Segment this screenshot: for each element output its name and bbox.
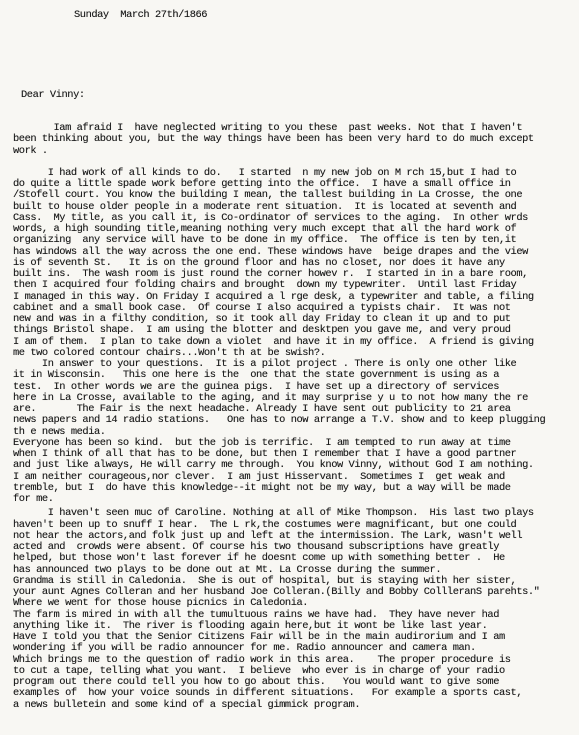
- text-line: work .: [13, 144, 48, 157]
- text-line: to cut a tape, telling what you want. I believe who ever is in charge of your radio: [13, 664, 505, 677]
- text-line: here in La Crosse, available to the aging, and it may surprise y u to not how many the re: [13, 391, 528, 404]
- letter-dateline: Sunday March 27th/1866: [74, 9, 208, 21]
- text-line: I am neither courageous,nor clever. I am just Hisservant. Sometimes I get weak and: [13, 470, 505, 483]
- text-line: then I acquired four folding chairs and brought down my typewriter. Until last Friday: [13, 279, 517, 292]
- text-line: when I think of all that has to be done, but then I remember that I have a good partner: [13, 448, 517, 460]
- text-line: I am of them. I plan to take down a violet and have it in my office. A friend is giving: [13, 335, 534, 348]
- text-line: I managed in this way. On Friday I acquired a l rge desk, a typewriter and table, a filing: [13, 290, 534, 303]
- text-line: been thinking about you, but the way things have been has been very hard to do much except: [13, 133, 534, 146]
- text-line: The farm is mired in with all the tumultuous rains we have had. They have never had: [13, 608, 499, 621]
- text-line: helped, but those won't last forever if he doesnt come up with something better . He: [13, 552, 505, 565]
- text-line: In answer to your questions. It is a pilot project . There is only one other like: [13, 358, 517, 370]
- text-line: is of seventh St. It is on the ground floor and has no closet, nor does it have any: [13, 256, 505, 269]
- text-line: test. In other words we are the guinea pigs. I have set up a directory of services: [13, 380, 499, 393]
- text-line: news papers and 14 radio stations. One has to now arrange a T.V. show and to keep plugging: [13, 414, 546, 427]
- text-line: built ins. The wash room is just round the corner howev r. I started in in a bare room,: [13, 268, 528, 280]
- text-line: acted and crowds were absent. Of course his two thousand subscriptions have greatly: [13, 541, 499, 553]
- text-line: tremble, but I do have this knowledge--it might not be my way, but a way will be made: [13, 481, 511, 494]
- text-line: Grandma is still in Caledonia. She is out of hospital, but is staying with her sister,: [13, 574, 517, 587]
- text-line: cabinet and a small book case. Of course I also acquired a typists chair. It was not: [13, 301, 511, 314]
- text-line: your aunt Agnes Colleran and her husband Joe Colleran.(Billy and Bobby CollleranS parehts.": [13, 586, 540, 598]
- paragraph-questions: [13, 359, 573, 438]
- text-line: Have I told you that the Senior Citizens Fair will be in the main audirorium and I am: [13, 631, 505, 643]
- text-line: I had work of all kinds to do. I started n my new job on M rch 15,but I had to: [13, 166, 517, 179]
- letter-body: [13, 123, 573, 711]
- text-line: not hear the actors,and folk just up and left at the intermission. The Lark, wasn't well: [13, 529, 523, 542]
- text-line: for me.: [13, 493, 54, 505]
- paragraph-intro: [13, 123, 573, 157]
- text-line: Everyone has been so kind. but the job is terrific. I am tempted to run away at time: [13, 436, 511, 449]
- text-line: Which brings me to the question of radio work in this area. The proper procedure is: [13, 653, 511, 666]
- text-line: organizing any service will have to be done in my office. The office is ten by ten,it: [13, 234, 517, 247]
- text-line: it in Wisconsin. This one here is the one that the state government is using as a: [13, 369, 499, 382]
- text-line: things Bristol shape. I am using the blotter and desktpen you gave me, and very proud: [13, 324, 511, 337]
- text-line: and just like always, He will carry me through. You know Vinny, without God I am nothing.: [13, 459, 534, 472]
- text-line: built to house older people in a moderate rent situation. It is located at seventh and: [13, 200, 517, 213]
- text-line: words, a high sounding title,meaning nothing very much except that all the hard work of: [13, 223, 517, 235]
- text-line: me two colored contour chairs...Won't th at be swish?.: [13, 346, 326, 359]
- text-line: Where we went for those house picnics in Caledonia.: [13, 597, 309, 610]
- text-line: /Stofell court. You know the building I mean, the tallest building in La Crosse, the one: [13, 189, 523, 202]
- text-line: program out there could tell you how to go about this. You would want to give some: [13, 676, 499, 688]
- text-line: examples of how your voice sounds in different situations. For example a sports cast,: [13, 687, 523, 700]
- text-line: haven't been up to snuff I hear. The L rk,the costumes were magnificant, but one could: [13, 518, 517, 531]
- text-line: Iam afraid I have neglected writing to you these past weeks. Not that I haven't: [13, 122, 523, 134]
- text-line: anything like it. The river is flooding again here,but it wont be like last year.: [13, 619, 488, 632]
- paragraph-family-news: [13, 508, 573, 711]
- text-line: new and was in a filthy condition, so it took all day Friday to clean it up and to put: [13, 313, 511, 325]
- paragraph-kindness: [13, 438, 573, 506]
- text-line: I haven't seen muc of Caroline. Nothing at all of Mike Thompson. His last two plays: [13, 507, 534, 520]
- text-line: has announced two plays to be done out at Mt. La Crosse during the summer.: [13, 563, 442, 576]
- text-line: are. The Fair is the next headache. Already I have sent out publicity to 21 area: [13, 403, 511, 415]
- letter-greeting: Dear Vinny:: [21, 89, 85, 101]
- text-line: Cass. My title, as you call it, is Co-ordinator of services to the aging. In other wrds: [13, 211, 528, 224]
- text-line: wondering if you will be radio announcer for me. Radio announcer and camera man.: [13, 642, 476, 655]
- text-line: th e news media.: [13, 425, 106, 438]
- text-line: has windows all the way across the one end. These windows have beige drapes and the view: [13, 245, 528, 258]
- text-line: a news bulletein and some kind of a special gimmick program.: [13, 698, 361, 711]
- text-line: do quite a little spade work before getting into the office. I have a small office in: [13, 178, 511, 190]
- paragraph-new-job: [13, 168, 573, 359]
